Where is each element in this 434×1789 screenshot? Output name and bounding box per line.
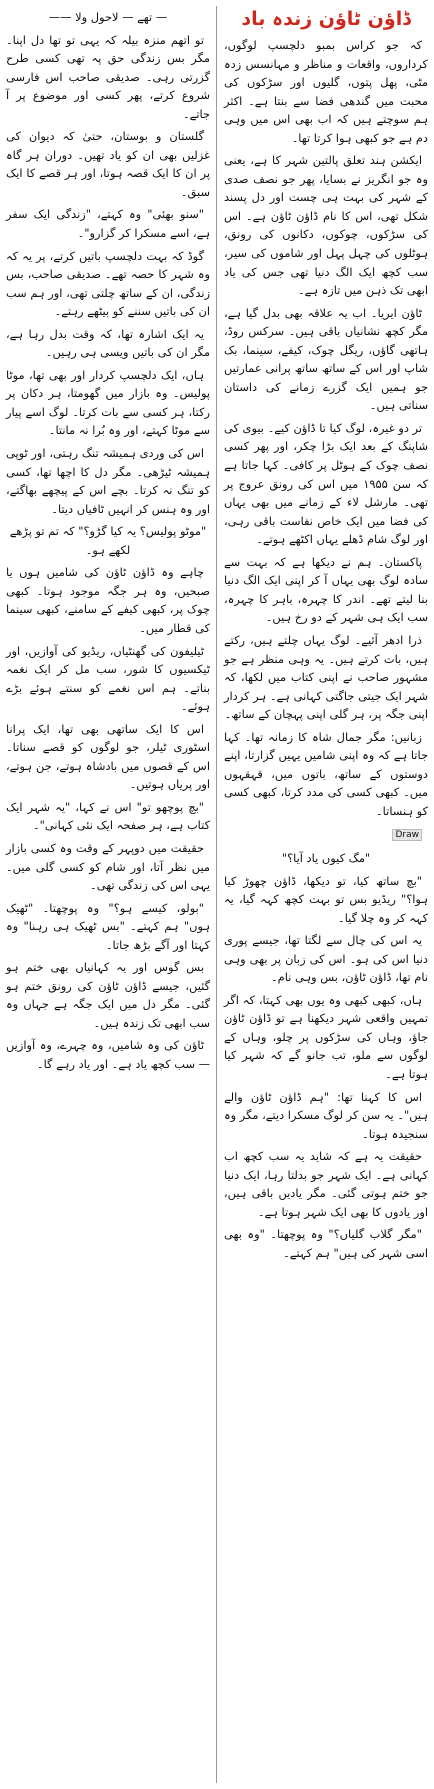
- paragraph: اس کا کہنا تھا: "ہم ڈاؤن ٹاؤن والے ہیں"۔ یہ سن کر لوگ مسکرا دیتے، مگر وہ سنجیدہ ہوتا۔: [224, 1089, 428, 1141]
- paragraph: حقیقت یہ ہے کہ شاید یہ سب کچھ اب کہانی ہے۔ ایک شہر جو بدلتا رہا، ایک دنیا جو ختم ہوتی گئی۔ مگر یادیں باقی ہیں، اور یادوں کا بھی ایک شہر ہوتا ہے۔: [224, 1149, 428, 1219]
- paragraph: [224, 824, 428, 845]
- draw-label: Draw: [392, 829, 422, 841]
- paragraph: بس گوس اور یہ کہانیاں بھی ختم ہو گئیں، جیسے ڈاؤن ٹاؤن کی رونق ختم ہو گئی۔ مگر دل میں ایک جگہ ہے جہاں وہ سب ابھی تک زندہ ہیں۔: [6, 960, 210, 1030]
- pull-quote: "موٹو پولیس؟ یہ کیا گڑو؟" کہ تم تو پڑھے لکھے ہو۔: [9, 524, 207, 557]
- paragraph: اس کا ایک ساتھی بھی تھا، ایک پرانا اسٹوری ٹیلر، جو لوگوں کو قصے سناتا۔ اس کے قصوں میں بادشاہ ہوتے، جن ہوتے، اور پریاں ہوتیں۔: [6, 721, 210, 792]
- left-column: [6, 6, 210, 1078]
- paragraph: ٹیلیفون کی گھنٹیاں، ریڈیو کی آوازیں، اور ٹیکسیوں کا شور، سب مل کر ایک نغمہ بناتے۔ ہم اس نغمے کو سنتے ہوئے بڑے ہوئے۔: [6, 643, 210, 714]
- paragraph: چاہے وہ ڈاؤن ٹاؤن کی شامیں ہوں یا صبحیں، وہ ہر جگہ موجود ہوتا۔ کبھی چوک پر، کبھی کیفے کے سامنے، کبھی سینما کی قطار میں۔: [6, 565, 210, 635]
- paragraph: ہاں، کبھی کبھی وہ یوں بھی کہتا، کہ اگر تمہیں واقعی شہر دیکھنا ہے تو ڈاؤن ٹاؤن جاؤ، وہاں کی سڑکوں پر چلو، وہاں کے لوگوں سے ملو، تب جانو گے کہ شہر کیا ہوتا ہے۔: [224, 992, 428, 1081]
- paragraph: "بولو، کیسے ہو؟" وہ پوچھتا۔ "ٹھیک ہوں" ہم کہتے۔ "بس ٹھیک ہی رہنا" وہ کہتا اور آگے بڑھ جاتا۔: [6, 900, 210, 952]
- paragraph: "سنو بھئی" وہ کہتے، "زندگی ایک سفر ہے، اسے مسکرا کر گزارو"۔: [6, 207, 210, 241]
- paragraph: گوڈ کہ بہت دلچسپ باتیں کرتے، پر یہ کہ وہ شہر کا حصہ تھے۔ صدیقی صاحب، بس زندگی، ان کے ساتھ چلتی تھی، اور ہم سب ان کی باتیں سننے کو بیٹھے رہتے۔: [6, 248, 210, 319]
- paragraph: ٹاؤن ایریا۔ اب یہ علاقہ بھی بدل گیا ہے، مگر کچھ نشانیاں باقی ہیں۔ سرکس روڈ، ہاتھی گاؤں، ریگل چوک، کیفے، سینما، بک شاپ اور اس کے ساتھ ساتھ پرانی عمارتیں جو ہمیں ایک گزرے زمانے کی داستان سناتی ہیں۔: [224, 305, 428, 413]
- paragraph: ذرا ادھر آئیے۔ لوگ یہاں چلتے ہیں، رکتے ہیں، بات کرتے ہیں۔ یہ وہی منظر ہے جو مشہور صاحب نے اپنی کتاب میں لکھا، کہ شہر ایک جیتی جاگتی کہانی ہے۔ ہر کردار اپنی جگہ پر، ہر گلی اپنی پہچان کے ساتھ۔: [224, 632, 428, 722]
- paragraph: "بچ ساتھ کیا، تو دیکھا، ڈاؤن چھوڑ کیا ہوا؟" ریڈیو بس تو بہت کچھ کہہ گیا، یہ کہہ کر وہ چلا گیا۔: [224, 873, 428, 925]
- section-header: — تھے — لاحول ولا ——: [48, 10, 168, 24]
- paragraph: اس کی وردی ہمیشہ تنگ رہتی، اور ٹوپی ہمیشہ ٹیڑھی۔ مگر دل کا اچھا تھا، کسی کو تنگ نہ کرتا۔ بچے اس کے پیچھے بھاگتے، اور وہ ہنس کر انہیں ٹافیاں دیتا۔: [6, 446, 210, 516]
- right-column: [224, 6, 428, 1266]
- article-title: ڈاؤن ٹاؤن زندہ باد: [241, 8, 411, 30]
- paragraph: ٹاؤن کی وہ شامیں، وہ چہرے، وہ آوازیں — سب کچھ یاد ہے۔ اور یاد رہے گا۔: [6, 1038, 210, 1071]
- paragraph: "مگر گلاب گلیاں؟" وہ پوچھتا۔ "وہ بھی اسی شہر کی ہیں" ہم کہتے۔: [224, 1227, 428, 1260]
- paragraph: گلستان و بوستان، حتیٰ کہ دیوان کی غزلیں بھی ان کو یاد تھیں۔ دوران ہر گاہ پر ان کا ایک قصہ ہوتا، اور ہر قصے کا ایک سبق۔: [6, 129, 210, 199]
- paragraph: کہ جو کراس بمبو دلچسپ لوگوں، کرداروں، واقعات و مناظر و مہانسس زدہ مٹی، پھل پتوں، گلیوں اور سڑکوں کی محبت میں گندھی فضا سے بنتا ہے۔ اکثر ہم سوچتے ہیں کہ اب بھی اس میں وہی دم ہے جو کبھی ہوا کرتا تھا۔: [224, 38, 428, 145]
- paragraph: تر دو غیرہ، لوگ کیا تا ڈاؤن کیے۔ بیوی کی شاپنگ کے بعد ایک بڑا چکر، اور پھر کسی نصف چوک کے ہوٹل پر کافی۔ کہا جاتا ہے کہ سن ۱۹۵۵ میں اس کی رونق عروج پر تھی۔ مارشل لاء کے زمانے میں بھی یہاں کی فضا میں ایک خاص نفاست باقی رہی، اور لوگ شام ڈھلے یہاں اکٹھے ہوتے۔: [224, 420, 428, 547]
- paragraph: تو اتھم منزہ بیلہ کہ یہی تو تھا دل اپنا۔ مگر بس زندگی حق پہ تھی کسی طرح گزرتی رہی۔ صدیقی صاحب اس فارسی شروع کرتے، پھر کسی اور موضوع پر آ جاتے۔: [6, 32, 210, 121]
- paragraph: یہ ایک اشارہ تھا، کہ وقت بدل رہا ہے، مگر ان کی باتیں ویسی ہی رہیں۔: [6, 326, 210, 360]
- column-divider: [216, 6, 217, 1783]
- paragraph: ایکشن ہند تعلق پالتین شہر کا ہے، یعنی وہ جو انگریز نے بسایا، پھر جو نصف صدی کے شہر کی بہت ہی چست اور دل پسند شکل تھی، اس کا نام ڈاؤن ٹاؤن ہے۔ اس کی سڑکوں، چوکوں، دکانوں کی رونق، ہوٹلوں کی چہل پہل اور شاموں کی سیر، سب کچھ ایک الگ دنیا تھی جس کی یاد ابھی تک ذہن میں تازہ ہے۔: [224, 153, 428, 298]
- paragraph: زبانیں: مگر جمال شاہ کا زمانہ تھا۔ کہا جاتا ہے کہ وہ اپنی شامیں یہیں گزارتا، اپنے دوستوں کے ساتھ، باتوں میں، قہقہوں میں۔ کبھی کسی کی مدد کرتا، کبھی کسی کو ہنساتا۔: [224, 729, 428, 818]
- pull-quote: "مگ کیوں یاد آیا؟": [281, 850, 371, 865]
- paragraph: پاکستان۔ ہم نے دیکھا ہے کہ بہت سے سادہ لوگ بھی یہاں آ کر اپنی ایک الگ دنیا بنا لیتے تھے۔ اندر کا چہرہ، باہر کا چہرہ، سب ایک ہی شہر کے دو رخ ہیں۔: [224, 554, 428, 625]
- paragraph: ہاں، ایک دلچسپ کردار اور بھی تھا، موٹا پولیس۔ وہ بازار میں گھومتا، ہر دکان پر رکتا، ہر کسی سے بات کرتا۔ لوگ اسے پیار سے موٹا کہتے، اور وہ بُرا نہ مانتا۔: [6, 367, 210, 438]
- paragraph: حقیقت میں دوپہر کے وقت وہ کسی بازار میں نظر آتا، اور شام کو کسی گلی میں۔ یہی اس کی زندگی تھی۔: [6, 840, 210, 893]
- paragraph: یہ اس کی چال سے لگتا تھا، جیسے پوری دنیا اس کی ہو۔ اس کی زبان پر بھی وہی نام تھا، ڈاؤن ٹاؤن، بس وہی نام۔: [224, 933, 428, 985]
- paragraph: "بچ پوچھو تو" اس نے کہا، "یہ شہر ایک کتاب ہے، ہر صفحہ ایک نئی کہانی"۔: [6, 799, 210, 833]
